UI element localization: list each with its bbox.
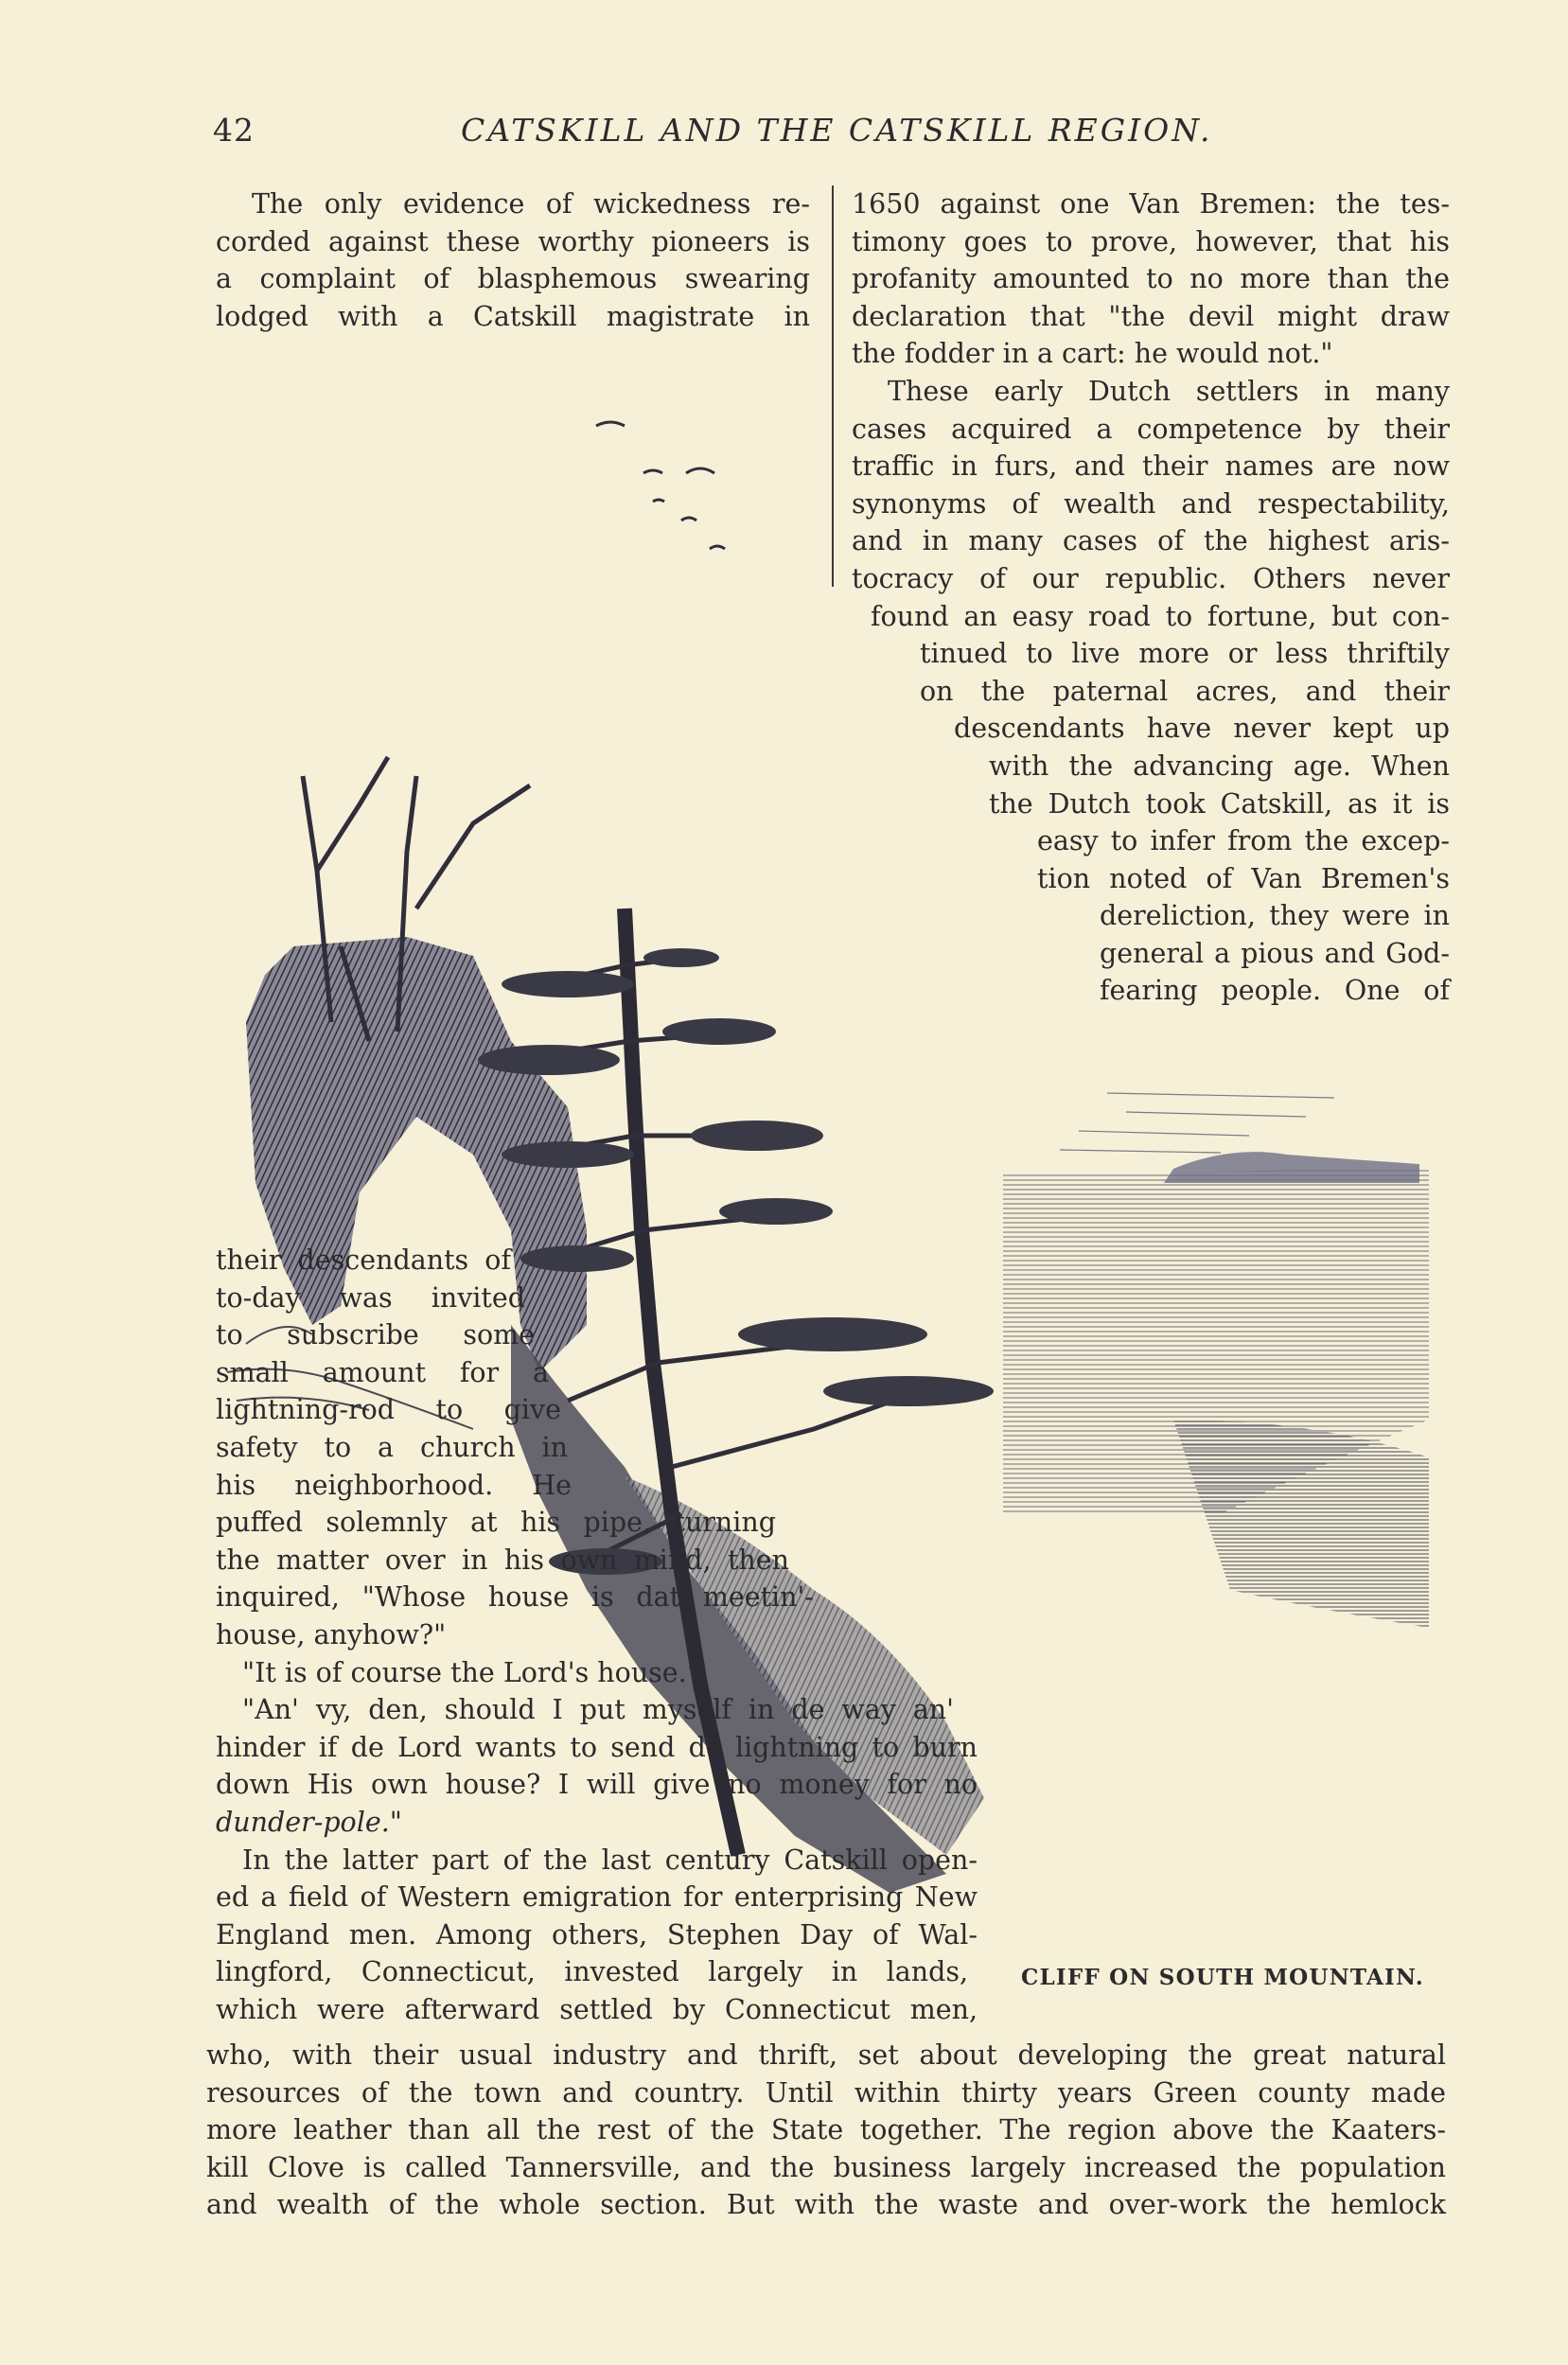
text-line: descendants have never kept up	[954, 713, 1450, 745]
text-line: These early Dutch settlers in many	[888, 375, 1450, 407]
text-line: who, with their usual industry and thrift, set about developing the great natural	[206, 2039, 1446, 2071]
text-line: inquired, "Whose house is dat meetin'-	[216, 1581, 814, 1614]
text-line: "It is of course the Lord's house."	[242, 1656, 699, 1688]
text-line: fearing people. One of	[1100, 975, 1450, 1007]
text-line: traffic in furs, and their names are now	[852, 450, 1450, 483]
text-line: dereliction, they were in	[1100, 900, 1450, 932]
text-line: corded against these worthy pioneers is	[216, 225, 810, 257]
text-line: synonyms of wealth and respectability,	[852, 487, 1450, 520]
text-line: easy to infer from the excep-	[1037, 825, 1450, 857]
text-line: puffed solemnly at his pipe, turning	[216, 1507, 776, 1539]
text-line: kill Clove is called Tannersville, and the business largely increased the population	[206, 2151, 1446, 2183]
text-line: more leather than all the rest of the State together. The region above the Kaaters-	[206, 2114, 1446, 2146]
text-line: house, anyhow?"	[216, 1618, 447, 1650]
text-line: 1650 against one Van Bremen: the tes-	[852, 188, 1450, 220]
bottom-paragraph	[206, 2037, 1446, 2224]
text-line: general a pious and God-	[1100, 937, 1450, 969]
text-line: tion noted of Van Bremen's	[1037, 862, 1450, 894]
text-line: cases acquired a competence by their	[852, 413, 1450, 445]
text-line: tinued to live more or less thriftily	[920, 638, 1450, 670]
text-line: safety to a church in	[216, 1431, 568, 1463]
text-line: to subscribe some	[216, 1319, 535, 1351]
text-line: small amount for a	[216, 1356, 549, 1388]
text-line: down His own house? I will give no money for no	[216, 1769, 978, 1801]
text-line: on the paternal acres, and their	[920, 675, 1450, 707]
page-number: 42	[213, 112, 255, 149]
figure-caption: CLIFF ON SOUTH MOUNTAIN.	[1021, 1965, 1424, 1990]
text-line: the fodder in a cart: he would not."	[852, 338, 1333, 370]
text-line: a complaint of blasphemous swearing	[216, 263, 810, 295]
text-line: England men. Among others, Stephen Day of Wal-	[216, 1918, 978, 1950]
birds	[596, 422, 725, 549]
text-line: with the advancing age. When	[989, 750, 1450, 782]
text-line: to-day was invited	[216, 1281, 525, 1314]
text-line: their descendants of	[216, 1244, 511, 1276]
text-line: ed a field of Western emigration for enterprising New	[216, 1881, 978, 1914]
text-line: declaration that "the devil might draw	[852, 300, 1450, 332]
text-line: his neighborhood. He	[216, 1469, 572, 1501]
text-line: lodged with a Catskill magistrate in	[216, 300, 810, 332]
text-line: lingford, Connecticut, invested largely in lands,	[216, 1956, 968, 1988]
text-line: profanity amounted to no more than the	[852, 263, 1450, 295]
text-line: dunder-pole."	[216, 1806, 402, 1838]
text-line: tocracy of our republic. Others never	[852, 562, 1450, 594]
page-header	[213, 112, 1254, 159]
text-line: resources of the town and country. Until within thirty years Green county made	[206, 2076, 1446, 2109]
horizon-lines	[1060, 1093, 1334, 1153]
valley-lower	[1173, 1420, 1429, 1628]
left-top-column	[216, 185, 810, 335]
text-line: timony goes to prove, however, that his	[852, 225, 1450, 257]
text-line: found an easy road to fortune, but con-	[871, 600, 1450, 632]
text-line: "An' vy, den, should I put myself in de way an'	[242, 1694, 954, 1726]
text-line: lightning-rod to give	[216, 1394, 561, 1426]
text-line: hinder if de Lord wants to send de lightning to burn	[216, 1731, 978, 1763]
text-line: and in many cases of the highest aris-	[852, 525, 1450, 557]
text-line: In the latter part of the last century Catskill open-	[242, 1844, 978, 1876]
text-line: the matter over in his own mind, then	[216, 1544, 789, 1576]
left-middle-column	[216, 1242, 978, 2028]
text-line: which were afterward settled by Connecticut men,	[216, 1993, 978, 2025]
text-line: and wealth of the whole section. But with the waste and over-work the hemlock	[206, 2189, 1446, 2221]
text-line: The only evidence of wickedness re-	[252, 188, 810, 220]
running-title: CATSKILL AND THE CATSKILL REGION.	[461, 112, 1213, 149]
text-line: the Dutch took Catskill, as it is	[989, 787, 1450, 820]
